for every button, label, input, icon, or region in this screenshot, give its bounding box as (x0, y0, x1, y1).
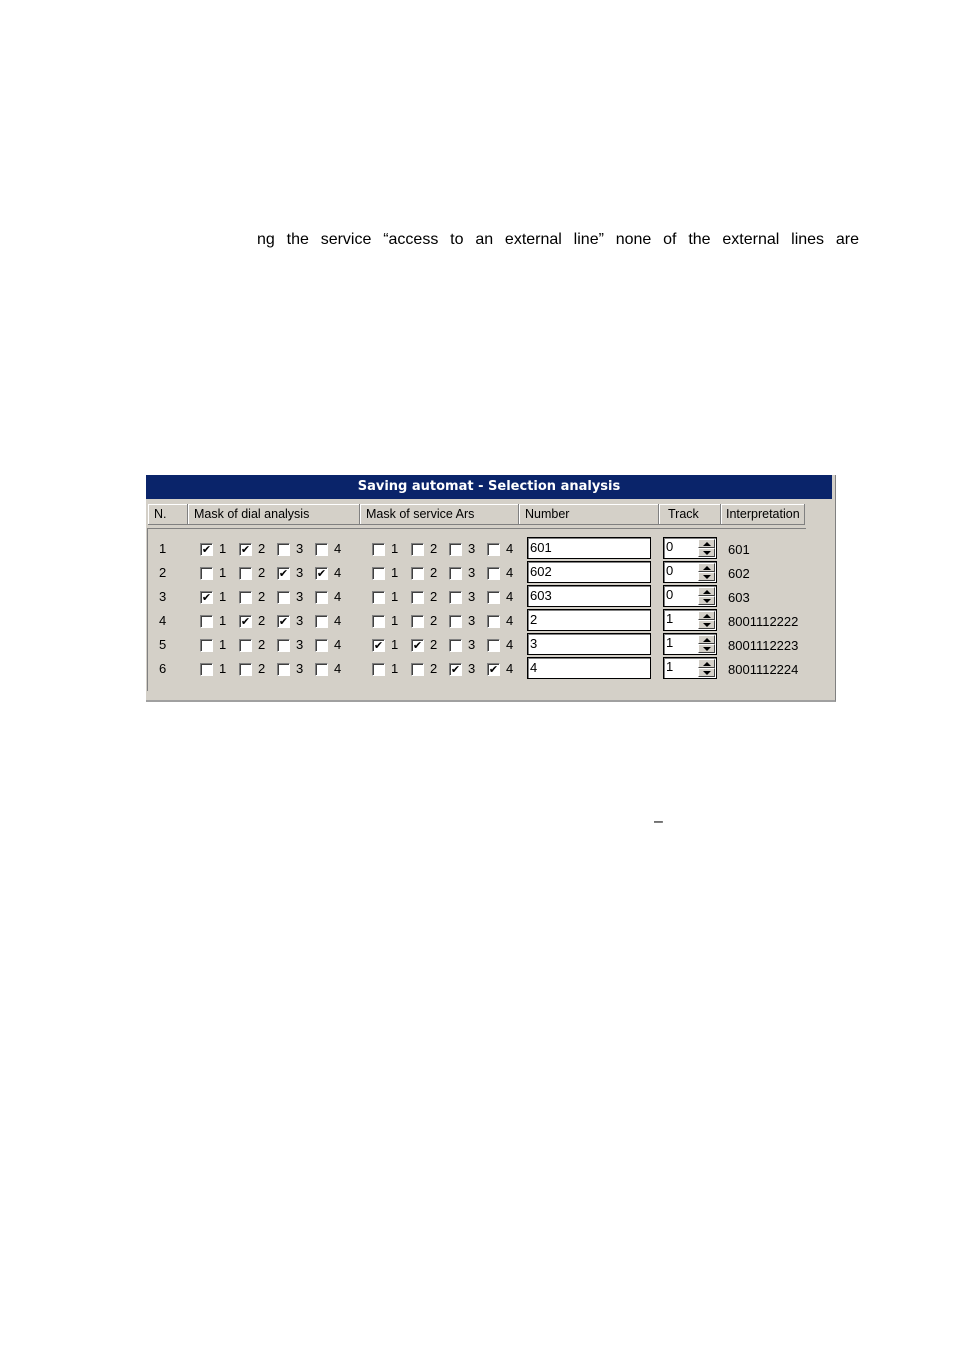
service-checkbox-label: 4 (506, 541, 514, 556)
spin-buttons (698, 635, 715, 653)
service-checkbox-label: 3 (468, 613, 476, 628)
spin-down-button[interactable] (698, 548, 715, 557)
check-mark-icon: ✔ (201, 591, 212, 604)
service-checkbox-3[interactable] (449, 567, 462, 580)
spin-buttons (698, 563, 715, 581)
service-checkbox-1[interactable] (372, 639, 385, 652)
header-interpretation[interactable]: Interpretation (721, 504, 805, 525)
service-checkbox-2[interactable] (411, 615, 424, 628)
service-checkbox-1[interactable] (372, 615, 385, 628)
dial-checkbox-label: 4 (334, 565, 342, 580)
check-mark-icon: ✔ (412, 639, 423, 652)
check-mark-icon: ✔ (488, 663, 499, 676)
check-mark-icon: ✔ (201, 543, 212, 556)
header-mask-dial[interactable]: Mask of dial analysis (188, 504, 360, 525)
service-checkbox-label: 1 (391, 565, 399, 580)
dial-checkbox-label: 1 (219, 637, 227, 652)
spin-up-button[interactable] (698, 563, 715, 572)
check-mark-icon: ✔ (450, 663, 461, 676)
track-value: 0 (666, 587, 674, 602)
service-checkbox-2[interactable] (411, 663, 424, 676)
number-input[interactable]: 2 (527, 609, 651, 631)
service-checkbox-2[interactable] (411, 591, 424, 604)
dial-checkbox-label: 2 (258, 541, 266, 556)
dial-checkbox-1[interactable] (200, 591, 213, 604)
dial-checkbox-2[interactable] (239, 591, 252, 604)
arrow-down-icon (703, 575, 711, 579)
dial-checkbox-3[interactable] (277, 591, 290, 604)
spin-buttons (698, 659, 715, 677)
service-checkbox-label: 1 (391, 613, 399, 628)
arrow-up-icon (703, 590, 711, 594)
document-text-line: ng the service “access to an external line” none of the external lines are (257, 231, 859, 248)
dial-checkbox-label: 1 (219, 589, 227, 604)
dial-checkbox-4[interactable] (315, 567, 328, 580)
track-value: 1 (666, 611, 674, 626)
dial-checkbox-1[interactable] (200, 615, 213, 628)
row-number: 4 (159, 613, 167, 628)
dial-checkbox-label: 4 (334, 541, 342, 556)
arrow-down-icon (703, 623, 711, 627)
service-checkbox-label: 4 (506, 565, 514, 580)
arrow-down-icon (703, 551, 711, 555)
spin-up-button[interactable] (698, 539, 715, 548)
table-row (148, 537, 807, 561)
dial-checkbox-label: 3 (296, 541, 304, 556)
service-checkbox-label: 3 (468, 589, 476, 604)
arrow-up-icon (703, 566, 711, 570)
dial-checkbox-2[interactable] (239, 663, 252, 676)
number-input[interactable]: 602 (527, 561, 651, 583)
interpretation-value: 8001112223 (728, 638, 799, 653)
service-checkbox-4[interactable] (487, 591, 500, 604)
dial-checkbox-label: 3 (296, 565, 304, 580)
service-checkbox-3[interactable] (449, 543, 462, 556)
spin-up-button[interactable] (698, 659, 715, 668)
dial-checkbox-label: 3 (296, 613, 304, 628)
service-checkbox-4[interactable] (487, 615, 500, 628)
interpretation-value: 8001112222 (728, 614, 799, 629)
table-body (147, 528, 806, 691)
track-value: 0 (666, 539, 674, 554)
dial-checkbox-1[interactable] (200, 639, 213, 652)
dial-checkbox-4[interactable] (315, 663, 328, 676)
service-checkbox-1[interactable] (372, 543, 385, 556)
service-checkbox-label: 3 (468, 661, 476, 676)
service-checkbox-4[interactable] (487, 543, 500, 556)
header-number[interactable]: Number (519, 504, 659, 525)
track-spinner[interactable] (663, 657, 717, 679)
dial-checkbox-4[interactable] (315, 639, 328, 652)
row-number: 6 (159, 661, 167, 676)
track-spinner[interactable] (663, 585, 717, 607)
dial-checkbox-1[interactable] (200, 567, 213, 580)
track-spinner[interactable] (663, 561, 717, 583)
dial-checkbox-4[interactable] (315, 591, 328, 604)
service-checkbox-label: 4 (506, 613, 514, 628)
selection-analysis-window (146, 475, 836, 702)
service-checkbox-3[interactable] (449, 591, 462, 604)
service-checkbox-1[interactable] (372, 591, 385, 604)
dial-checkbox-2[interactable] (239, 543, 252, 556)
window-title: Saving automat - Selection analysis (146, 475, 832, 499)
track-value: 0 (666, 563, 674, 578)
header-n[interactable]: N. (148, 504, 188, 525)
check-mark-icon: ✔ (240, 615, 251, 628)
spin-buttons (698, 587, 715, 605)
service-checkbox-2[interactable] (411, 543, 424, 556)
table-row (148, 657, 807, 681)
check-mark-icon: ✔ (373, 639, 384, 652)
service-checkbox-1[interactable] (372, 567, 385, 580)
track-spinner[interactable] (663, 609, 717, 631)
track-spinner[interactable] (663, 537, 717, 559)
service-checkbox-3[interactable] (449, 663, 462, 676)
dial-checkbox-label: 3 (296, 589, 304, 604)
service-checkbox-3[interactable] (449, 639, 462, 652)
interpretation-value: 601 (728, 542, 750, 557)
spin-down-button[interactable] (698, 572, 715, 581)
table-row (148, 561, 807, 585)
spin-down-button[interactable] (698, 620, 715, 629)
service-checkbox-4[interactable] (487, 567, 500, 580)
arrow-up-icon (703, 614, 711, 618)
dial-checkbox-label: 2 (258, 661, 266, 676)
service-checkbox-label: 3 (468, 541, 476, 556)
dial-checkbox-3[interactable] (277, 567, 290, 580)
service-checkbox-label: 1 (391, 541, 399, 556)
service-checkbox-label: 2 (430, 661, 438, 676)
track-value: 1 (666, 635, 674, 650)
dial-checkbox-1[interactable] (200, 663, 213, 676)
header-mask-service[interactable]: Mask of service Ars (360, 504, 519, 525)
check-mark-icon: ✔ (278, 567, 289, 580)
dial-checkbox-4[interactable] (315, 543, 328, 556)
spin-buttons (698, 539, 715, 557)
check-mark-icon: ✔ (278, 615, 289, 628)
service-checkbox-label: 1 (391, 589, 399, 604)
spin-down-button[interactable] (698, 596, 715, 605)
dial-checkbox-label: 4 (334, 637, 342, 652)
document-dash: – (654, 813, 663, 830)
track-value: 1 (666, 659, 674, 674)
interpretation-value: 603 (728, 590, 750, 605)
dial-checkbox-4[interactable] (315, 615, 328, 628)
dial-checkbox-label: 2 (258, 637, 266, 652)
service-checkbox-2[interactable] (411, 567, 424, 580)
dial-checkbox-2[interactable] (239, 567, 252, 580)
spin-up-button[interactable] (698, 635, 715, 644)
service-checkbox-label: 4 (506, 589, 514, 604)
arrow-up-icon (703, 542, 711, 546)
table-row (148, 585, 807, 609)
number-input[interactable]: 601 (527, 537, 651, 559)
service-checkbox-label: 2 (430, 565, 438, 580)
arrow-up-icon (703, 638, 711, 642)
dial-checkbox-label: 1 (219, 541, 227, 556)
arrow-down-icon (703, 671, 711, 675)
dial-checkbox-2[interactable] (239, 639, 252, 652)
interpretation-value: 602 (728, 566, 750, 581)
dial-checkbox-label: 2 (258, 613, 266, 628)
row-number: 2 (159, 565, 167, 580)
table-header (146, 504, 805, 527)
dial-checkbox-label: 3 (296, 637, 304, 652)
service-checkbox-label: 1 (391, 661, 399, 676)
row-number: 5 (159, 637, 167, 652)
spin-down-button[interactable] (698, 644, 715, 653)
dial-checkbox-label: 3 (296, 661, 304, 676)
spin-down-button[interactable] (698, 668, 715, 677)
service-checkbox-3[interactable] (449, 615, 462, 628)
service-checkbox-label: 3 (468, 565, 476, 580)
arrow-down-icon (703, 647, 711, 651)
spin-up-button[interactable] (698, 587, 715, 596)
dial-checkbox-label: 1 (219, 661, 227, 676)
track-spinner[interactable] (663, 633, 717, 655)
row-number: 1 (159, 541, 167, 556)
table-row (148, 633, 807, 657)
dial-checkbox-3[interactable] (277, 639, 290, 652)
interpretation-value: 8001112224 (728, 662, 799, 677)
service-checkbox-label: 1 (391, 637, 399, 652)
check-mark-icon: ✔ (316, 567, 327, 580)
service-checkbox-label: 4 (506, 661, 514, 676)
number-input[interactable]: 4 (527, 657, 651, 679)
dial-checkbox-3[interactable] (277, 543, 290, 556)
spin-buttons (698, 611, 715, 629)
dial-checkbox-label: 4 (334, 589, 342, 604)
dial-checkbox-3[interactable] (277, 615, 290, 628)
dial-checkbox-label: 2 (258, 589, 266, 604)
dial-checkbox-label: 1 (219, 613, 227, 628)
service-checkbox-2[interactable] (411, 639, 424, 652)
dial-checkbox-label: 2 (258, 565, 266, 580)
service-checkbox-label: 2 (430, 637, 438, 652)
service-checkbox-1[interactable] (372, 663, 385, 676)
service-checkbox-label: 2 (430, 613, 438, 628)
row-number: 3 (159, 589, 167, 604)
service-checkbox-label: 4 (506, 637, 514, 652)
dial-checkbox-1[interactable] (200, 543, 213, 556)
table-row (148, 609, 807, 633)
service-checkbox-label: 3 (468, 637, 476, 652)
number-input[interactable]: 3 (527, 633, 651, 655)
arrow-down-icon (703, 599, 711, 603)
service-checkbox-4[interactable] (487, 639, 500, 652)
dial-checkbox-label: 4 (334, 661, 342, 676)
spin-up-button[interactable] (698, 611, 715, 620)
service-checkbox-label: 2 (430, 589, 438, 604)
arrow-up-icon (703, 662, 711, 666)
header-track[interactable]: Track (659, 504, 721, 525)
service-checkbox-label: 2 (430, 541, 438, 556)
dial-checkbox-3[interactable] (277, 663, 290, 676)
dial-checkbox-2[interactable] (239, 615, 252, 628)
dial-checkbox-label: 4 (334, 613, 342, 628)
number-input[interactable]: 603 (527, 585, 651, 607)
dial-checkbox-label: 1 (219, 565, 227, 580)
service-checkbox-4[interactable] (487, 663, 500, 676)
check-mark-icon: ✔ (240, 543, 251, 556)
